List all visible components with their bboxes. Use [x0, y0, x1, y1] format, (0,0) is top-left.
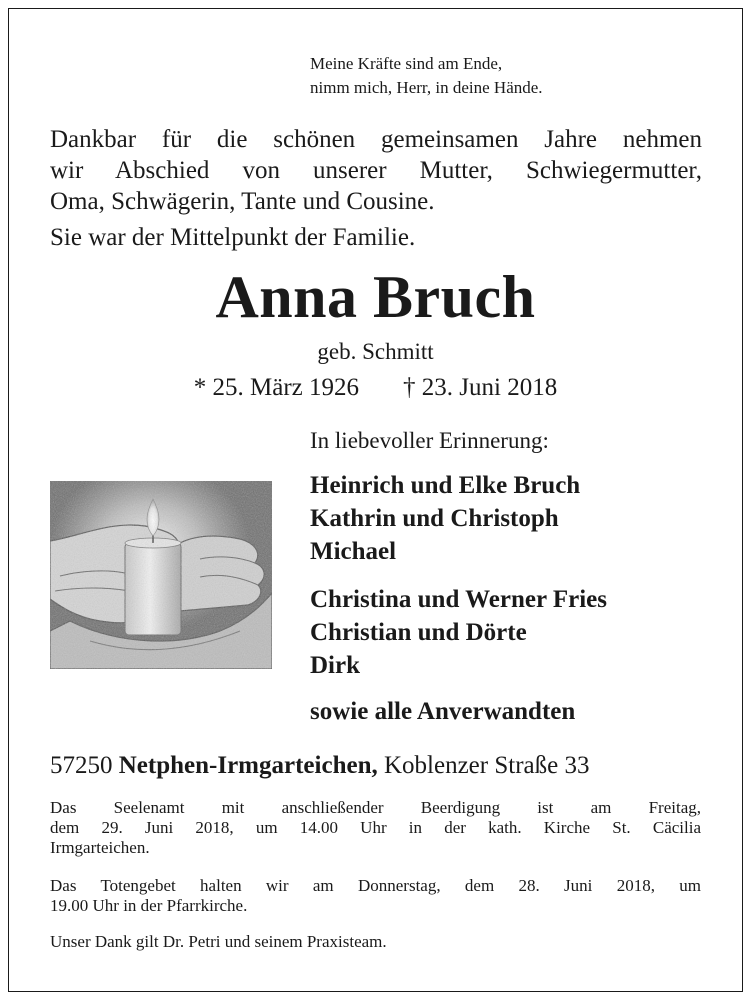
address-town: Netphen-Irmgarteichen,	[118, 752, 378, 779]
prayer-notice	[50, 876, 701, 916]
birth-name: geb. Schmitt	[317, 339, 434, 364]
birth-date: * 25. März 1926	[193, 374, 360, 401]
family-member: Kathrin und Christoph	[310, 505, 559, 532]
address-zip: 57250	[50, 752, 113, 779]
deceased-name: Anna Bruch	[215, 264, 536, 330]
funeral-notice	[50, 798, 701, 858]
intro-line: Oma, Schwägerin, Tante und Cousine.	[50, 188, 435, 215]
intro-line: Sie war der Mittelpunkt der Familie.	[50, 224, 416, 251]
family-group-1	[310, 469, 580, 568]
verse-line: nimm mich, Herr, in deine Hände.	[310, 78, 543, 97]
verse-line: Meine Kräfte sind am Ende,	[310, 54, 503, 73]
life-dates	[0, 372, 751, 404]
notice-line: dem 29. Juni 2018, um 14.00 Uhr in der kath. Kirche St. Cäcilia	[50, 818, 701, 837]
notice-line: 19.00 Uhr in der Pfarrkirche.	[50, 896, 248, 915]
family-member: Michael	[310, 538, 397, 565]
intro-line: Dankbar für die schönen gemeinsamen Jahre nehmen	[50, 126, 702, 153]
family-closing: sowie alle Anverwandten	[310, 698, 576, 725]
notice-line: Das Totengebet halten wir am Donnerstag, dem 28. Juni 2018, um	[50, 876, 701, 895]
family-group-2	[310, 583, 607, 682]
death-date: † 23. Juni 2018	[403, 374, 558, 401]
notice-line: Das Seelenamt mit anschließender Beerdigung ist am Freitag,	[50, 798, 701, 817]
verse	[310, 52, 543, 100]
address-street: Koblenzer Straße 33	[383, 752, 590, 779]
notice-line: Irmgarteichen.	[50, 838, 150, 857]
candle-in-hands-image	[50, 481, 272, 669]
remembrance-label: In liebevoller Erinnerung:	[310, 428, 549, 453]
address	[50, 750, 589, 782]
intro-text	[50, 124, 702, 217]
thanks-notice: Unser Dank gilt Dr. Petri und seinem Praxisteam.	[50, 932, 387, 951]
family-member: Heinrich und Elke Bruch	[310, 472, 581, 499]
family-member: Christian und Dörte	[310, 619, 527, 646]
family-member: Dirk	[310, 652, 360, 679]
family-member: Christina und Werner Fries	[310, 586, 608, 613]
intro-line: wir Abschied von unserer Mutter, Schwiegermutter,	[50, 157, 702, 184]
